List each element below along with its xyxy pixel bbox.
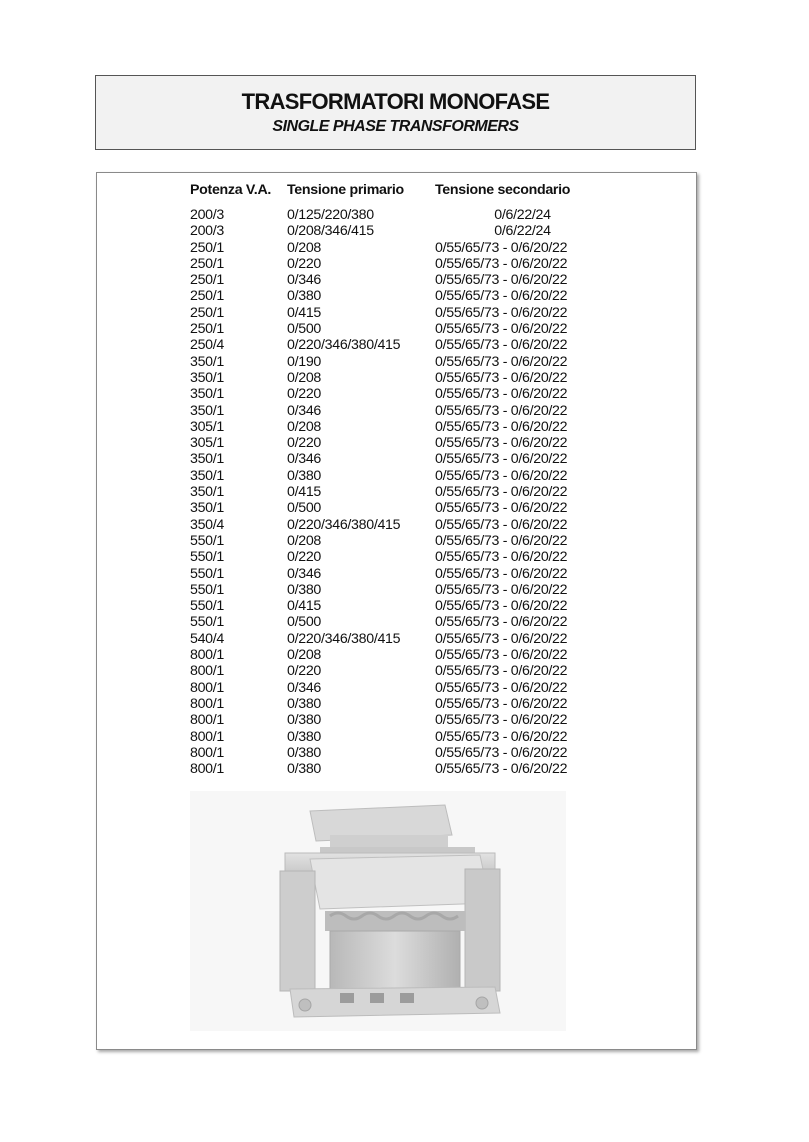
cell-primary-voltage: 0/220	[287, 386, 322, 403]
table-row	[190, 337, 610, 353]
cell-primary-voltage: 0/220/346/380/415	[287, 630, 401, 647]
cell-primary-voltage: 0/346	[287, 402, 322, 419]
cell-primary-voltage: 0/346	[287, 272, 322, 289]
cell-primary-voltage: 0/380	[287, 728, 322, 745]
cell-primary-voltage: 0/208	[287, 647, 322, 664]
cell-secondary-voltage: 0/55/65/73 - 0/6/20/22	[435, 288, 568, 305]
cell-secondary-voltage: 0/55/65/73 - 0/6/20/22	[435, 337, 568, 354]
cell-power: 250/1	[190, 288, 225, 305]
table-row	[190, 272, 610, 288]
cell-secondary-voltage: 0/55/65/73 - 0/6/20/22	[435, 663, 568, 680]
table-row	[190, 566, 610, 582]
table-row	[190, 256, 610, 272]
cell-secondary-voltage: 0/55/65/73 - 0/6/20/22	[435, 321, 568, 338]
cell-secondary-voltage: 0/55/65/73 - 0/6/20/22	[435, 353, 568, 370]
cell-power: 800/1	[190, 679, 225, 696]
cell-secondary-voltage: 0/55/65/73 - 0/6/20/22	[435, 484, 568, 501]
cell-secondary-voltage: 0/55/65/73 - 0/6/20/22	[435, 386, 568, 403]
table-row	[190, 582, 610, 598]
cell-power: 250/1	[190, 255, 225, 272]
table-body	[190, 207, 610, 777]
cell-power: 800/1	[190, 728, 225, 745]
cell-power: 350/1	[190, 500, 225, 517]
table-row	[190, 484, 610, 500]
cell-primary-voltage: 0/500	[287, 321, 322, 338]
table-row	[190, 468, 610, 484]
cell-primary-voltage: 0/346	[287, 679, 322, 696]
cell-primary-voltage: 0/208/346/415	[287, 223, 374, 240]
cell-primary-voltage: 0/500	[287, 500, 322, 517]
cell-power: 800/1	[190, 663, 225, 680]
table-row	[190, 207, 610, 223]
cell-primary-voltage: 0/208	[287, 239, 322, 256]
cell-primary-voltage: 0/415	[287, 598, 322, 615]
cell-power: 800/1	[190, 712, 225, 729]
cell-primary-voltage: 0/125/220/380	[287, 207, 374, 223]
header-secondary-voltage: Tensione secondario	[435, 182, 571, 198]
cell-secondary-voltage: 0/55/65/73 - 0/6/20/22	[435, 239, 568, 256]
table-row	[190, 663, 610, 679]
cell-power: 305/1	[190, 418, 225, 435]
cell-primary-voltage: 0/220	[287, 549, 322, 566]
table-row	[190, 631, 610, 647]
cell-primary-voltage: 0/208	[287, 532, 322, 549]
transformer-icon	[190, 791, 566, 1031]
cell-primary-voltage: 0/415	[287, 484, 322, 501]
spec-table	[190, 179, 610, 777]
table-row	[190, 305, 610, 321]
table-row	[190, 435, 610, 451]
cell-power: 350/1	[190, 467, 225, 484]
cell-secondary-voltage: 0/6/22/24	[494, 223, 551, 240]
cell-secondary-voltage: 0/55/65/73 - 0/6/20/22	[435, 581, 568, 598]
cell-power: 800/1	[190, 695, 225, 712]
table-row	[190, 386, 610, 402]
cell-power: 305/1	[190, 435, 225, 452]
cell-primary-voltage: 0/346	[287, 565, 322, 582]
cell-power: 350/1	[190, 369, 225, 386]
table-row	[190, 761, 610, 777]
cell-primary-voltage: 0/415	[287, 304, 322, 321]
table-row	[190, 680, 610, 696]
table-row	[190, 598, 610, 614]
table-row	[190, 370, 610, 386]
cell-power: 200/3	[190, 207, 225, 223]
cell-power: 550/1	[190, 532, 225, 549]
cell-primary-voltage: 0/380	[287, 744, 322, 761]
cell-secondary-voltage: 0/55/65/73 - 0/6/20/22	[435, 418, 568, 435]
cell-primary-voltage: 0/220	[287, 255, 322, 272]
cell-power: 550/1	[190, 549, 225, 566]
table-row	[190, 321, 610, 337]
table-row	[190, 403, 610, 419]
cell-power: 550/1	[190, 581, 225, 598]
header-primary-voltage: Tensione primario	[287, 182, 404, 198]
page-title: TRASFORMATORI MONOFASE	[241, 89, 550, 114]
cell-primary-voltage: 0/380	[287, 712, 322, 729]
table-row	[190, 647, 610, 663]
cell-primary-voltage: 0/208	[287, 369, 322, 386]
cell-secondary-voltage: 0/55/65/73 - 0/6/20/22	[435, 369, 568, 386]
header-power: Potenza V.A.	[190, 182, 272, 198]
table-header	[190, 179, 610, 201]
cell-secondary-voltage: 0/55/65/73 - 0/6/20/22	[435, 630, 568, 647]
table-row	[190, 533, 610, 549]
cell-secondary-voltage: 0/55/65/73 - 0/6/20/22	[435, 728, 568, 745]
cell-secondary-voltage: 0/55/65/73 - 0/6/20/22	[435, 614, 568, 631]
cell-secondary-voltage: 0/55/65/73 - 0/6/20/22	[435, 744, 568, 761]
cell-secondary-voltage: 0/55/65/73 - 0/6/20/22	[435, 647, 568, 664]
cell-power: 250/1	[190, 272, 225, 289]
cell-primary-voltage: 0/220	[287, 435, 322, 452]
cell-power: 540/4	[190, 630, 225, 647]
cell-secondary-voltage: 0/55/65/73 - 0/6/20/22	[435, 565, 568, 582]
cell-secondary-voltage: 0/55/65/73 - 0/6/20/22	[435, 695, 568, 712]
cell-power: 350/1	[190, 451, 225, 468]
cell-power: 350/4	[190, 516, 225, 533]
cell-secondary-voltage: 0/55/65/73 - 0/6/20/22	[435, 532, 568, 549]
cell-secondary-voltage: 0/55/65/73 - 0/6/20/22	[435, 467, 568, 484]
cell-power: 250/1	[190, 321, 225, 338]
table-row	[190, 614, 610, 630]
table-row	[190, 419, 610, 435]
cell-secondary-voltage: 0/55/65/73 - 0/6/20/22	[435, 549, 568, 566]
cell-secondary-voltage: 0/55/65/73 - 0/6/20/22	[435, 272, 568, 289]
table-row	[190, 729, 610, 745]
transformer-photo	[190, 791, 566, 1031]
cell-secondary-voltage: 0/55/65/73 - 0/6/20/22	[435, 500, 568, 517]
content-box	[96, 172, 697, 1050]
cell-power: 550/1	[190, 598, 225, 615]
cell-primary-voltage: 0/380	[287, 695, 322, 712]
cell-power: 350/1	[190, 386, 225, 403]
cell-secondary-voltage: 0/55/65/73 - 0/6/20/22	[435, 304, 568, 321]
cell-power: 550/1	[190, 614, 225, 631]
cell-power: 550/1	[190, 565, 225, 582]
cell-power: 800/1	[190, 744, 225, 761]
table-row	[190, 517, 610, 533]
cell-secondary-voltage: 0/55/65/73 - 0/6/20/22	[435, 255, 568, 272]
cell-power: 200/3	[190, 223, 225, 240]
table-row	[190, 223, 610, 239]
cell-secondary-voltage: 0/55/65/73 - 0/6/20/22	[435, 516, 568, 533]
cell-power: 800/1	[190, 647, 225, 664]
cell-power: 250/4	[190, 337, 225, 354]
table-row	[190, 549, 610, 565]
cell-primary-voltage: 0/346	[287, 451, 322, 468]
table-row	[190, 696, 610, 712]
page-subtitle: SINGLE PHASE TRANSFORMERS	[272, 118, 519, 135]
cell-primary-voltage: 0/380	[287, 288, 322, 305]
cell-primary-voltage: 0/190	[287, 353, 322, 370]
table-row	[190, 240, 610, 256]
cell-power: 800/1	[190, 761, 225, 778]
cell-secondary-voltage: 0/55/65/73 - 0/6/20/22	[435, 435, 568, 452]
cell-secondary-voltage: 0/55/65/73 - 0/6/20/22	[435, 761, 568, 778]
cell-primary-voltage: 0/220/346/380/415	[287, 516, 401, 533]
table-row	[190, 451, 610, 467]
cell-secondary-voltage: 0/55/65/73 - 0/6/20/22	[435, 679, 568, 696]
table-row	[190, 288, 610, 304]
cell-secondary-voltage: 0/6/22/24	[494, 207, 551, 223]
cell-primary-voltage: 0/380	[287, 581, 322, 598]
cell-primary-voltage: 0/220	[287, 663, 322, 680]
table-row	[190, 712, 610, 728]
table-row	[190, 354, 610, 370]
table-row	[190, 745, 610, 761]
cell-power: 250/1	[190, 304, 225, 321]
cell-primary-voltage: 0/500	[287, 614, 322, 631]
cell-primary-voltage: 0/220/346/380/415	[287, 337, 401, 354]
table-row	[190, 500, 610, 516]
title-box	[95, 75, 696, 150]
cell-secondary-voltage: 0/55/65/73 - 0/6/20/22	[435, 598, 568, 615]
cell-primary-voltage: 0/380	[287, 761, 322, 778]
cell-primary-voltage: 0/380	[287, 467, 322, 484]
cell-power: 250/1	[190, 239, 225, 256]
cell-primary-voltage: 0/208	[287, 418, 322, 435]
cell-power: 350/1	[190, 353, 225, 370]
cell-secondary-voltage: 0/55/65/73 - 0/6/20/22	[435, 402, 568, 419]
cell-secondary-voltage: 0/55/65/73 - 0/6/20/22	[435, 451, 568, 468]
cell-power: 350/1	[190, 402, 225, 419]
cell-power: 350/1	[190, 484, 225, 501]
cell-secondary-voltage: 0/55/65/73 - 0/6/20/22	[435, 712, 568, 729]
